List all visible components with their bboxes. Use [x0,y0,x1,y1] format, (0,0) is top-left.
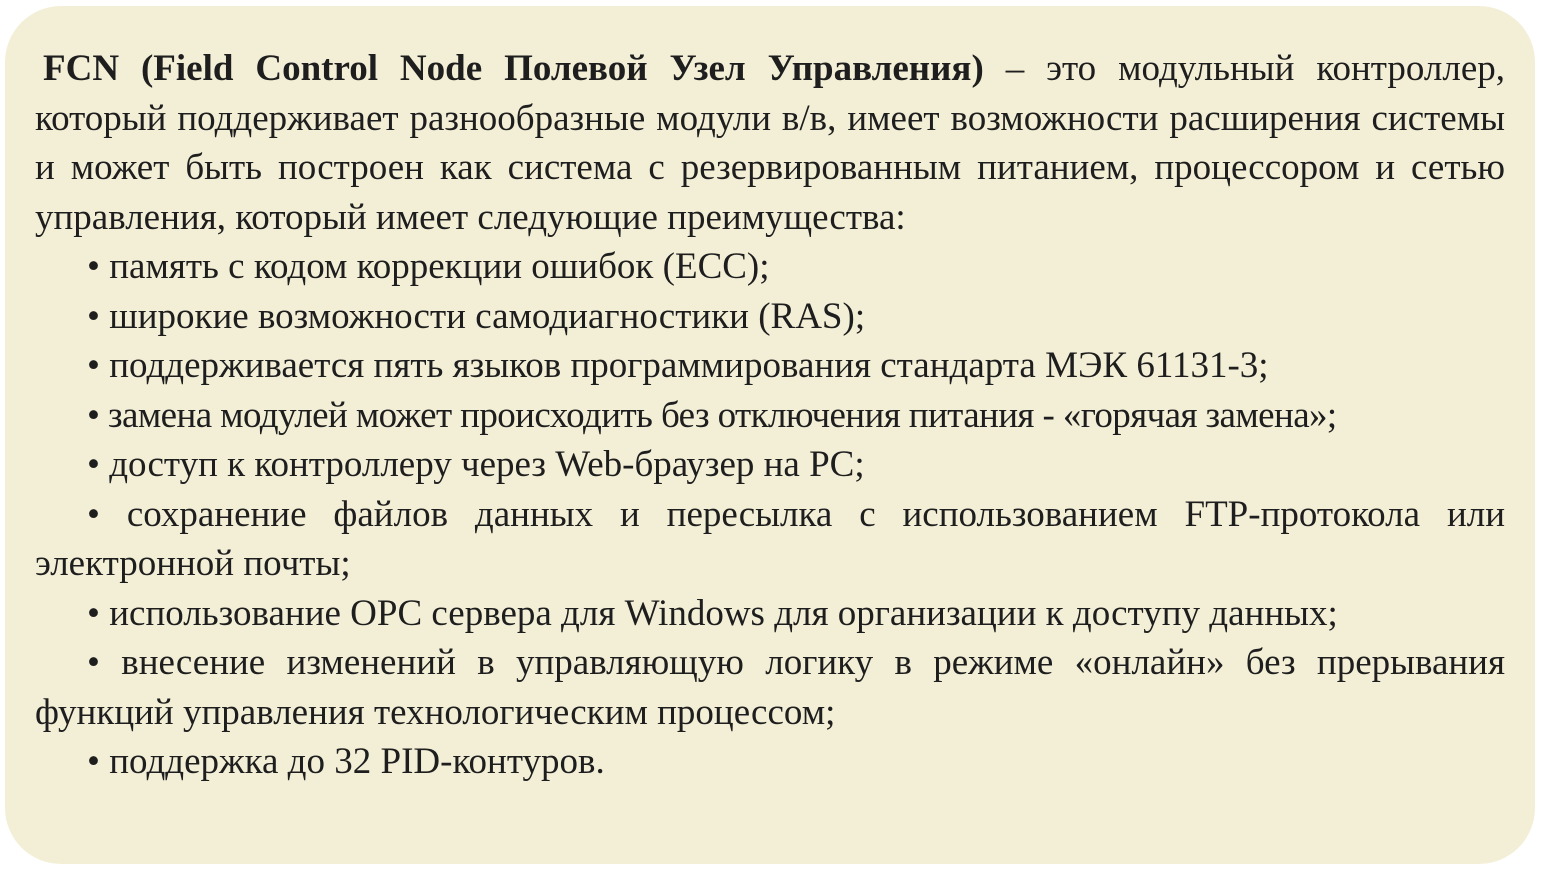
bullet-icon: • [87,394,100,436]
intro-body: – это модульный контроллер, который поддерживает разнообразные модули в/в, имеет возможности расширения системы и может быть построен как система с резервированным питанием, процессором и сетью управления, который имеет следующие преимущества: [35,48,1506,238]
list-item [35,490,1505,589]
list-item-text: память с кодом коррекции ошибок (ECC); [109,246,770,287]
intro-paragraph [35,44,1505,242]
bullet-icon: • [87,295,100,337]
list-item [35,440,1505,490]
list-item [35,638,1505,737]
bullet-icon: • [87,493,100,535]
bullet-icon: • [87,741,100,782]
intro-lead: FCN (Field Control Node Полевой Узел Управления) [43,48,984,89]
bullet-icon: • [87,642,100,683]
bullet-icon: • [87,345,100,386]
info-box [5,6,1535,864]
list-item-text: поддержка до 32 PID-контуров. [109,741,605,782]
bullet-icon: • [87,444,100,485]
list-item [35,737,1505,787]
list-item [35,292,1505,342]
bullet-icon: • [87,592,100,634]
advantages-list [35,242,1505,787]
bullet-icon: • [87,246,100,287]
list-item-text: сохранение файлов данных и пересылка с использованием FTP-протокола или электронной почты; [35,493,1506,584]
list-item-text: использование OPC сервера для Windows для организации к доступу данных; [109,592,1338,634]
list-item-text: доступ к контроллеру через Web-браузер на PC; [109,444,865,485]
list-item [35,242,1505,292]
list-item [35,589,1505,639]
list-item-text: замена модулей может происходить без отключения питания - «горячая замена»; [108,394,1337,436]
list-item [35,391,1505,441]
list-item [35,341,1505,391]
list-item-text: внесение изменений в управляющую логику в режиме «онлайн» без прерывания функций управления технологическим процессом; [35,642,1505,733]
list-item-text: поддерживается пять языков программирования стандарта МЭК 61131-3; [109,345,1269,386]
list-item-text: широкие возможности самодиагностики (RAS); [109,295,866,337]
info-text [35,44,1505,787]
